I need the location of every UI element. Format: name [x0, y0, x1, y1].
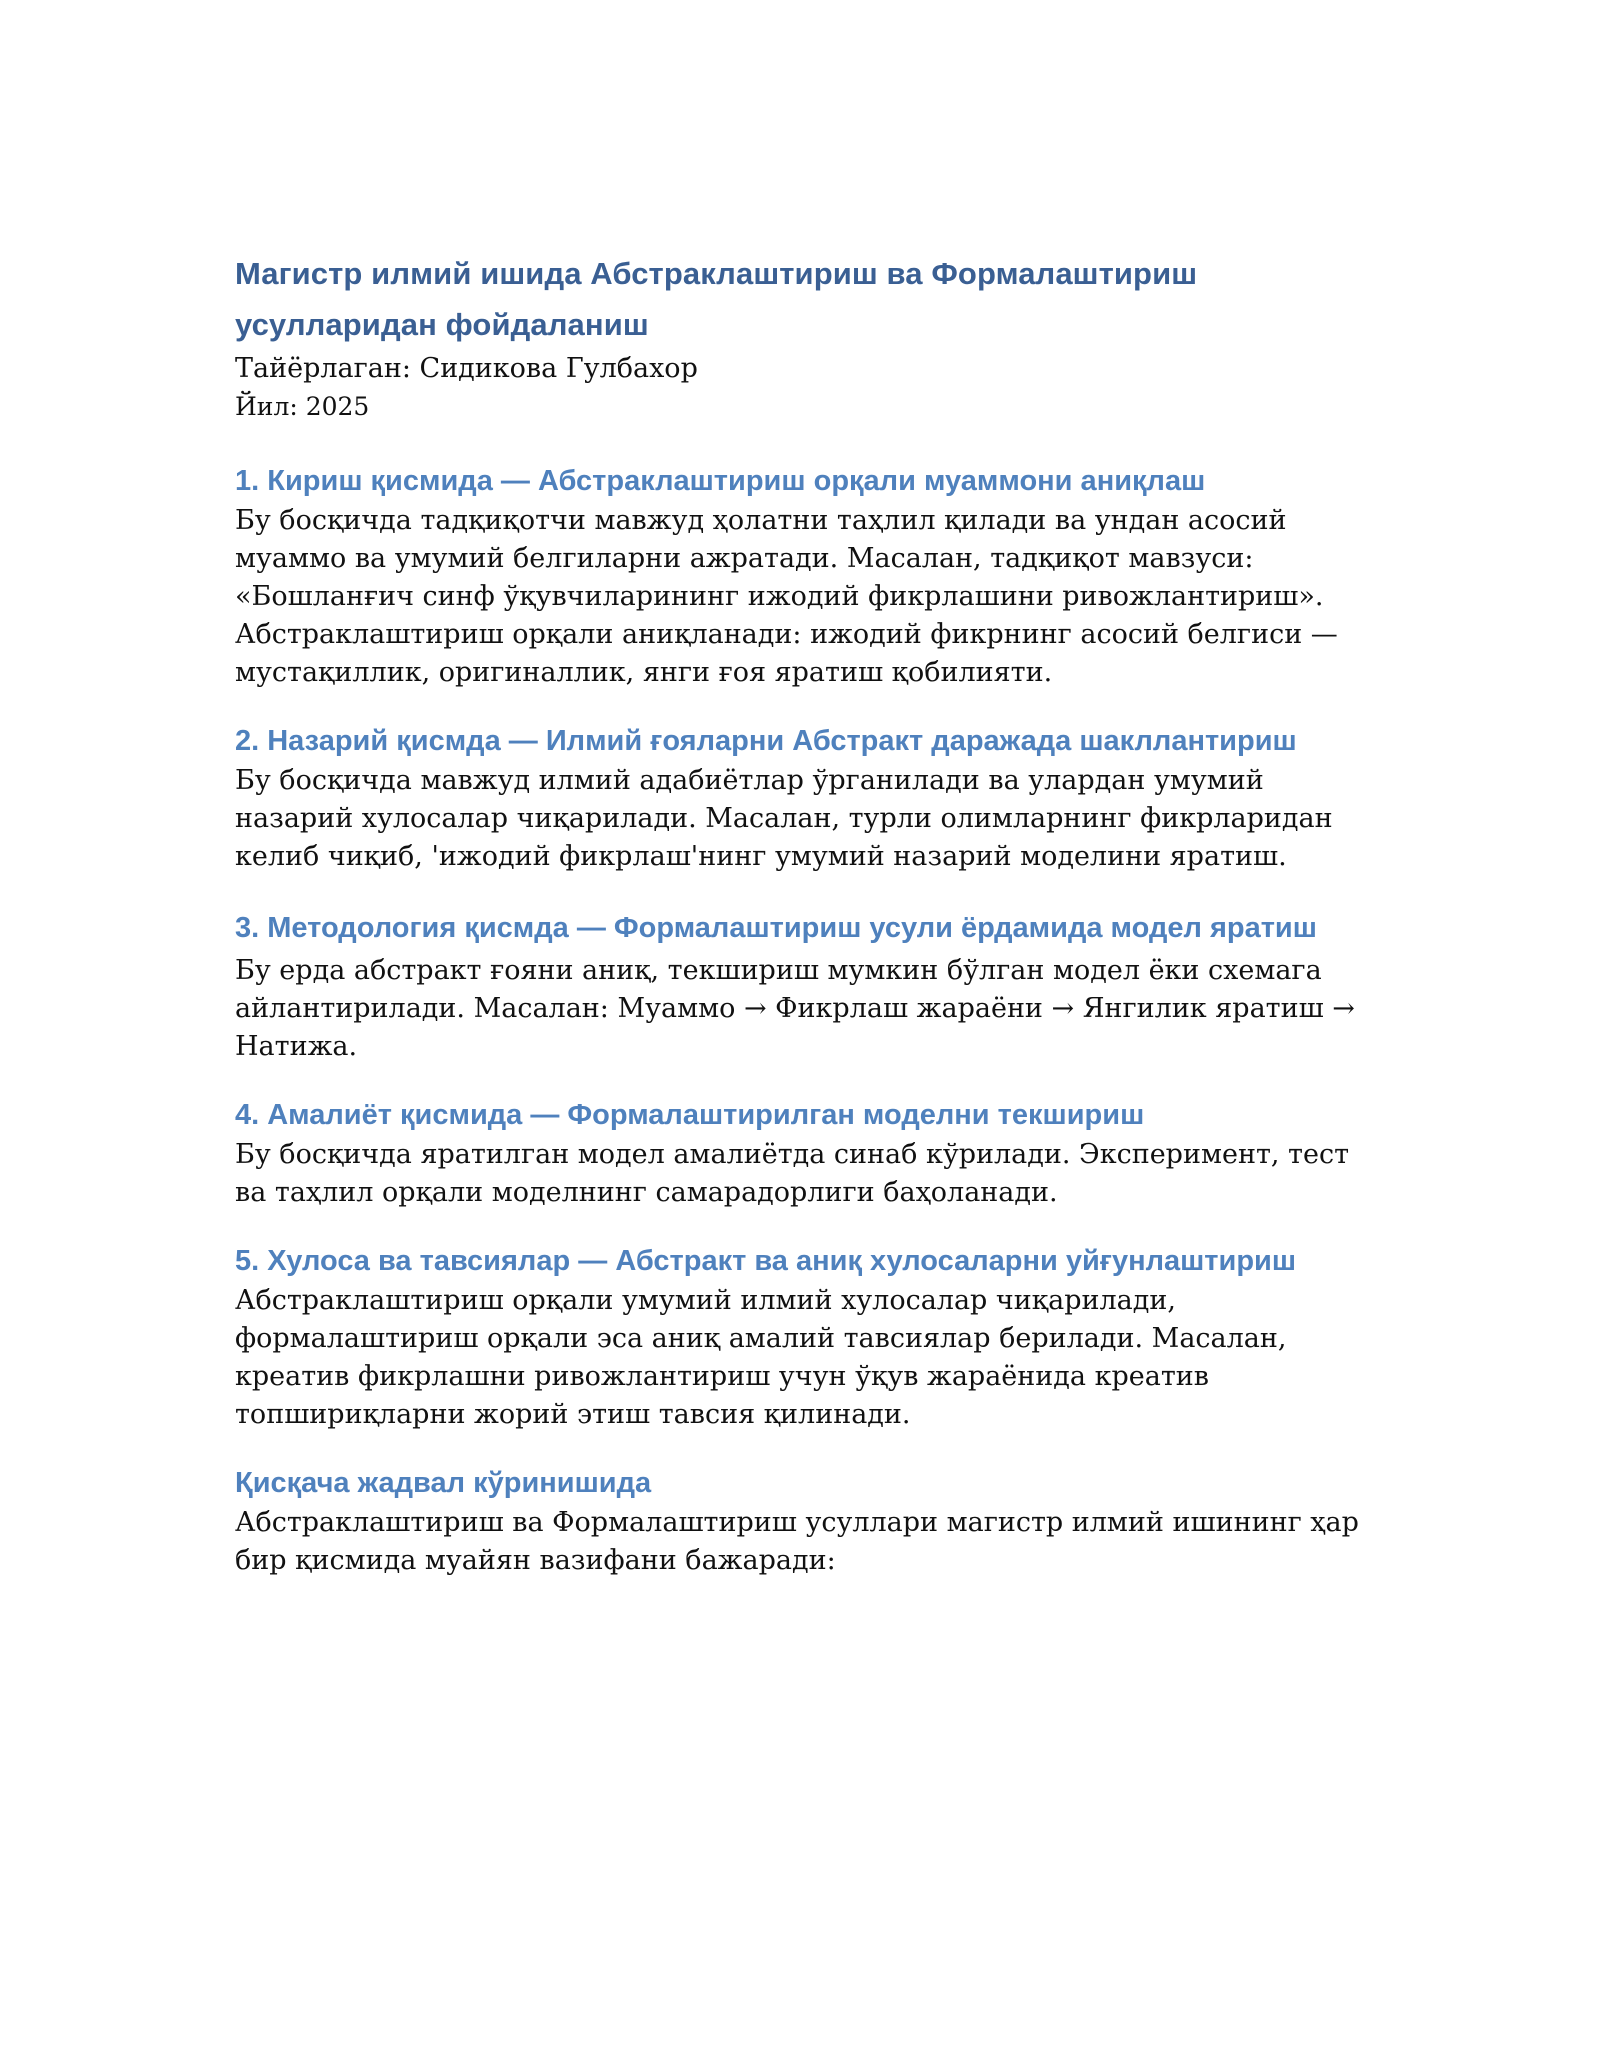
section-theory [235, 720, 1375, 876]
section-methodology [235, 904, 1375, 1066]
section-summary-table [235, 1462, 1375, 1580]
section-body: Бу ерда абстракт ғояни аниқ, текшириш мумкин бўлган модел ёки схемага айлантирилади. Масалан: Муаммо → Фикрлаш жараёни → Янгилик яратиш → Натижа. [235, 955, 1355, 1062]
section-body: Абстраклаштириш орқали умумий илмий хулосалар чиқарилади, формалаштириш орқали эса аниқ амалий тавсиялар берилади. Масалан, креатив фикрлашни ривожлантириш учун ўқув жараёнида креатив топшириқларни жорий этиш тавсия қилинади. [235, 1285, 1287, 1430]
document-title: Магистр илмий ишида Абстраклаштириш ва Формалаштириш усулларидан фойдаланиш [235, 256, 1198, 342]
author-line: Тайёрлаган: Сидикова Гулбахор [235, 353, 698, 384]
section-practice [235, 1094, 1375, 1212]
section-heading: Қисқача жадвал кўринишида [235, 1467, 652, 1499]
section-conclusion [235, 1240, 1375, 1434]
section-heading: 1. Кириш қисмида — Абстраклаштириш орқали муаммони аниқлаш [235, 465, 1206, 497]
year-line: Йил: 2025 [235, 392, 370, 421]
section-heading: 2. Назарий қисмда — Илмий ғояларни Абстракт даражада шакллантириш [235, 725, 1297, 757]
section-heading: 3. Методология қисмда — Формалаштириш усули ёрдамида модел яратиш [235, 912, 1317, 944]
section-body: Абстраклаштириш ва Формалаштириш усуллари магистр илмий ишининг ҳар бир қисмида муайян вазифани бажаради: [235, 1507, 1359, 1576]
section-body: Бу босқичда мавжуд илмий адабиётлар ўрганилади ва улардан умумий назарий хулосалар чиқарилади. Масалан, турли олимларнинг фикрларидан келиб чиқиб, 'ижодий фикрлаш'нинг умумий назарий моделини яратиш. [235, 765, 1333, 872]
section-heading: 5. Хулоса ва тавсиялар — Абстракт ва аниқ хулосаларни уйғунлаштириш [235, 1245, 1297, 1277]
section-body: Бу босқичда тадқиқотчи мавжуд ҳолатни таҳлил қилади ва ундан асосий муаммо ва умумий белгиларни ажратади. Масалан, тадқиқот мавзуси: «Бошланғич синф ўқувчиларининг ижодий фикрлашини ривожлантириш». Абстраклаштириш орқали аниқланади: ижодий фикрнинг асосий белгиси — мустақиллик, оригиналлик, янги ғоя яратиш қобилияти. [235, 505, 1338, 688]
section-body: Бу босқичда яратилган модел амалиётда синаб кўрилади. Эксперимент, тест ва таҳлил орқали моделнинг самарадорлиги баҳоланади. [235, 1139, 1350, 1208]
document-page [235, 248, 1375, 1580]
section-heading: 4. Амалиёт қисмида — Формалаштирилган моделни текшириш [235, 1099, 1145, 1131]
section-introduction [235, 460, 1375, 692]
